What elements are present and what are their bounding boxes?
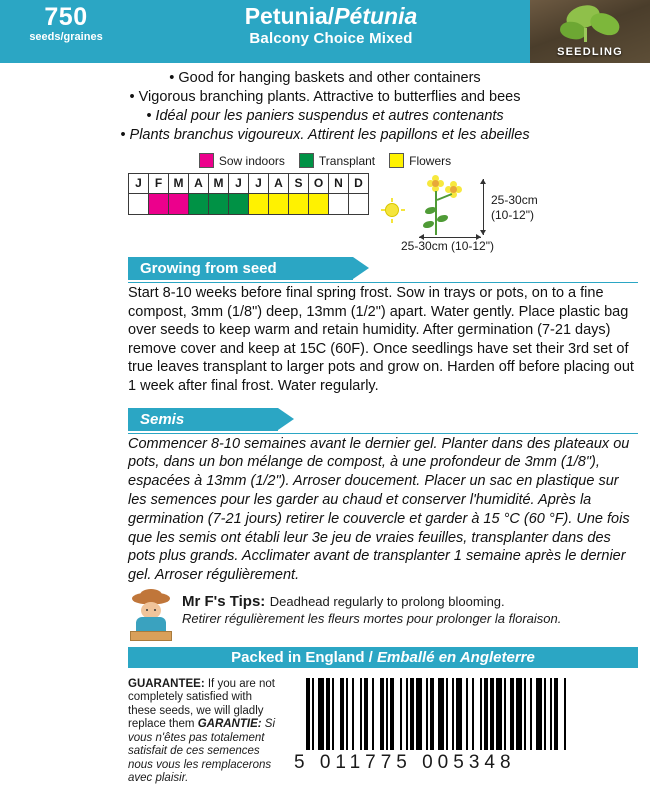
product-title (132, 2, 530, 30)
barcode-icon (292, 678, 650, 750)
calendar-month: M (209, 174, 229, 194)
bullet-item: • Plants branchus vigoureux. Attirent les papillons et les abeilles (120, 127, 530, 143)
calendar-month: J (229, 174, 249, 194)
height-dimension (491, 193, 538, 223)
product-title-fr: Pétunia (334, 3, 418, 29)
guarantee-fr: Si vous n'êtes pas totalement satisfait de ces semences nous vous les remplacerons avec plaisir. (128, 718, 275, 785)
legend-label: Flowers (409, 153, 452, 168)
sowing-calendar (128, 173, 369, 215)
seedling-photo (530, 0, 650, 63)
calendar-month: O (309, 174, 329, 194)
guarantee-title: GUARANTEE: (128, 677, 205, 690)
calendar-cell (149, 194, 169, 215)
mr-fothergill-avatar-icon (128, 593, 174, 641)
calendar-month: A (189, 174, 209, 194)
product-title-en: Petunia/ (244, 3, 335, 29)
width-dimension: 25-30cm (10-12") (401, 239, 494, 253)
tips-block (0, 593, 650, 641)
calendar-month: M (169, 174, 189, 194)
seedling-label: SEEDLING (557, 46, 623, 58)
calendar-cell (289, 194, 309, 215)
calendar-cell (269, 194, 289, 215)
section-banner-growing-from-seed (0, 257, 650, 280)
title-block (132, 0, 530, 63)
calendar-cell (189, 194, 209, 215)
sun-icon (385, 203, 399, 217)
calendar-month: J (129, 174, 149, 194)
barcode-block (292, 678, 650, 786)
calendar-cell (309, 194, 329, 215)
legend-label: Transplant (318, 153, 376, 168)
height-dimension-cm: 25-30cm (491, 193, 538, 207)
section-banner-label: Semis (140, 410, 185, 428)
packed-banner (128, 647, 638, 668)
tips-title: Mr F's Tips: (182, 592, 266, 610)
sun-ray-icon (401, 209, 405, 211)
calendar-month: D (349, 174, 369, 194)
calendar-cell (169, 194, 189, 215)
calendar-month: F (149, 174, 169, 194)
legend-label: Sow indoors (218, 153, 285, 168)
packed-en: Packed in England / (231, 648, 378, 666)
seed-count-block (0, 0, 132, 63)
packed-fr: Emballé en Angleterre (377, 648, 535, 666)
product-subtitle: Balcony Choice Mixed (249, 30, 413, 47)
stem-icon (584, 28, 587, 42)
packet-footer (0, 678, 650, 786)
legend-swatch-transplant-icon (299, 153, 314, 168)
calendar-cell (349, 194, 369, 215)
plant-size-diagram (379, 173, 564, 251)
guarantee-text (128, 678, 278, 786)
calendar-cell (329, 194, 349, 215)
feature-bullets (0, 63, 650, 149)
flower-icon (427, 175, 444, 192)
height-dimension-in: (10-12") (491, 208, 534, 222)
calendar-month: A (269, 174, 289, 194)
legend-item-flowers (389, 153, 451, 168)
seed-count-sub: seeds/graines (29, 31, 103, 43)
tips-text-fr: Retirer régulièrement les fleurs mortes pour prolonger la floraison. (182, 610, 562, 626)
calendar-bar-row (129, 194, 369, 215)
leaf-icon (423, 221, 434, 228)
legend-item-transplant (299, 153, 375, 168)
sun-ray-icon (391, 198, 393, 202)
sun-ray-icon (381, 209, 385, 211)
seed-count: 750 (44, 3, 88, 31)
semis-text: Commencer 8-10 semaines avant le dernier gel. Planter dans des plateaux ou pots, dans un bon mélange de compost, à une profondeur de 3mm (1/8"), espacées à 13mm (1/2"). Arroser doucement. Placer un sac en plastique sur les semences pour les garder au chaud et conserver l'humidité. Après la germination (7-21 jours) retirer le couvercle et garder à 15 °C (60 °F). Une fois que les semis ont établi leur 3e jeu de vraies feuilles, transplanter dans des pots plus grands. Acclimater avant de transplanter 1 semaine après le dernier gel. Arroser régulièrement. (128, 435, 630, 584)
calendar-cell (249, 194, 269, 215)
guarantee-en: If you are not completely satisfied with these seeds, we will gladly replace them (128, 677, 275, 731)
leaf-icon (437, 215, 448, 222)
height-arrow-icon (483, 179, 484, 235)
tips-text-en: Deadhead regularly to prolong blooming. (269, 593, 505, 609)
sowing-calendar-row (0, 173, 650, 251)
packet-header (0, 0, 650, 63)
legend-item-sow-indoors (199, 153, 285, 168)
stem-icon (435, 191, 437, 235)
calendar-month: N (329, 174, 349, 194)
calendar-cell (229, 194, 249, 215)
legend-swatch-flowers-icon (389, 153, 404, 168)
section-banner-semis (0, 408, 650, 431)
sun-ray-icon (391, 219, 393, 223)
calendar-month: J (249, 174, 269, 194)
calendar-legend (0, 153, 650, 168)
bullet-item: • Good for hanging baskets and other containers (169, 70, 481, 86)
calendar-month-row (129, 174, 369, 194)
bullet-item: • Idéal pour les paniers suspendus et autres contenants (146, 108, 504, 124)
legend-swatch-sow-icon (199, 153, 214, 168)
bullet-item: • Vigorous branching plants. Attractive to butterflies and bees (129, 89, 521, 105)
guarantee-fr-title: GARANTIE: (197, 718, 262, 731)
barcode-number: 5 011775 005348 (294, 751, 516, 773)
tips-content (182, 593, 638, 627)
calendar-cell (209, 194, 229, 215)
section-banner-label: Growing from seed (140, 260, 277, 277)
width-arrow-icon (419, 237, 481, 238)
growing-from-seed-text: Start 8-10 weeks before final spring frost. Sow in trays or pots, on to a fine compost, 3mm (1/8") deep, 13mm (1/2") apart. Water gently. Place plastic bag over seeds to keep warm and retain humidity. After germination (7-21 days) remove cover and keep at 15C (60F). Once seedlings have set their 3rd set of true leaves transplant to larger pots and grow on. Harden off before placing out 1 week after final frost. Water regularly. (128, 285, 634, 394)
calendar-cell (129, 194, 149, 215)
calendar-month: S (289, 174, 309, 194)
